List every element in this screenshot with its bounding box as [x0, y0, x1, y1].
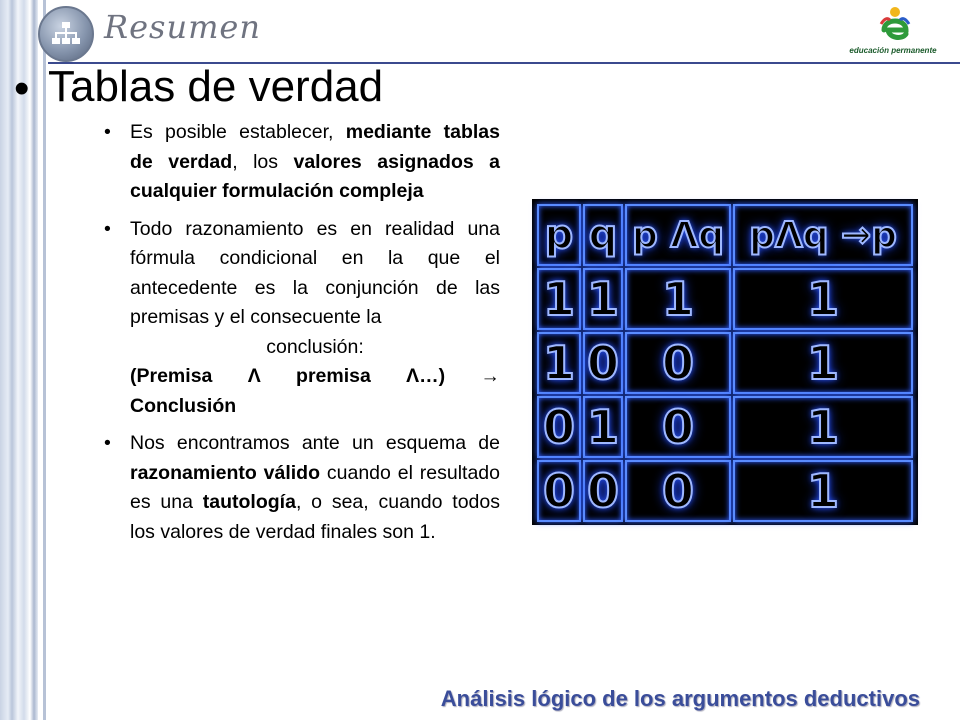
list-item [104, 429, 500, 547]
cell-value: 1 [586, 400, 619, 454]
cell-value: 0 [661, 400, 694, 454]
bold-text: tautología [202, 491, 296, 513]
header-text: p Λq [632, 214, 724, 256]
header-cell [537, 204, 581, 266]
table-cell [583, 332, 623, 394]
header-text: pΛq →p [749, 214, 897, 256]
cell-value: 0 [661, 464, 694, 518]
table-row [536, 395, 914, 459]
bold-text: razonamiento válido [130, 461, 320, 484]
cell-value: 0 [586, 464, 619, 518]
text: cuando el resultado es una [130, 461, 500, 513]
text: conclusión: [266, 335, 364, 358]
header-text: p [544, 212, 574, 258]
footer-title: Análisis lógico de los argumentos deductivos [440, 686, 920, 711]
text: Es posible establecer, [130, 121, 346, 143]
table-cell [625, 268, 731, 330]
header-text: q [588, 212, 618, 258]
left-divider [43, 0, 46, 720]
cell-value: 1 [661, 272, 694, 326]
hierarchy-icon [38, 6, 94, 62]
table-cell [537, 332, 581, 394]
table-cell [537, 460, 581, 522]
formula: (Premisa Λ premisa Λ…) → [130, 365, 500, 387]
cell-value: 0 [542, 464, 575, 518]
title-bullet: • [14, 64, 30, 113]
header-cell [583, 204, 623, 266]
bold-text: mediante tablas de verdad [130, 121, 500, 173]
table-cell [583, 268, 623, 330]
text: , los [232, 150, 294, 173]
table-cell [625, 396, 731, 458]
table-cell [583, 460, 623, 522]
table-row [536, 459, 914, 523]
table-cell [733, 332, 913, 394]
table-cell [537, 396, 581, 458]
formula-conclusion: Conclusión [130, 394, 237, 417]
cell-value: 1 [806, 464, 839, 518]
header-title: Resumen [104, 8, 261, 46]
page-title: Tablas de verdad [48, 62, 384, 111]
cell-value: 1 [542, 272, 575, 326]
bullet-list [104, 118, 500, 555]
table-cell [583, 396, 623, 458]
table-cell [625, 460, 731, 522]
list-item [104, 118, 500, 207]
cell-value: 1 [806, 336, 839, 390]
cell-value: 1 [586, 272, 619, 326]
list-item [104, 215, 500, 422]
table-cell [625, 332, 731, 394]
brand-name: educación permanente [849, 46, 937, 55]
bold-text: valores asignados a cualquier formulación compleja [130, 150, 501, 202]
cell-value: 1 [542, 336, 575, 390]
table-header-row [536, 203, 914, 267]
bullet: • [104, 432, 111, 454]
table-row [536, 331, 914, 395]
bullet: • [104, 121, 111, 143]
table-cell [733, 268, 913, 330]
table-row [536, 267, 914, 331]
header-cell [625, 204, 731, 266]
cell-value: 1 [806, 400, 839, 454]
cell-value: 1 [806, 272, 839, 326]
cell-value: 0 [661, 336, 694, 390]
text: Nos encontramos ante un esquema de [130, 432, 500, 454]
table-cell [733, 460, 913, 522]
bullet: • [104, 217, 111, 240]
table-cell [733, 396, 913, 458]
table-cell [537, 268, 581, 330]
text: , o sea, cuando todos los valores de verdad finales son 1. [130, 491, 500, 543]
text: Todo razonamiento es en realidad una fórmula condicional en la que el antecedente es la conjunción de las premisas y el consecuente la [130, 217, 500, 328]
cell-value: 0 [586, 336, 619, 390]
brand-e-icon [878, 4, 912, 44]
header-cell [733, 204, 913, 266]
cell-value: 0 [542, 400, 575, 454]
brand-logo [832, 4, 954, 62]
truth-table [532, 199, 918, 525]
